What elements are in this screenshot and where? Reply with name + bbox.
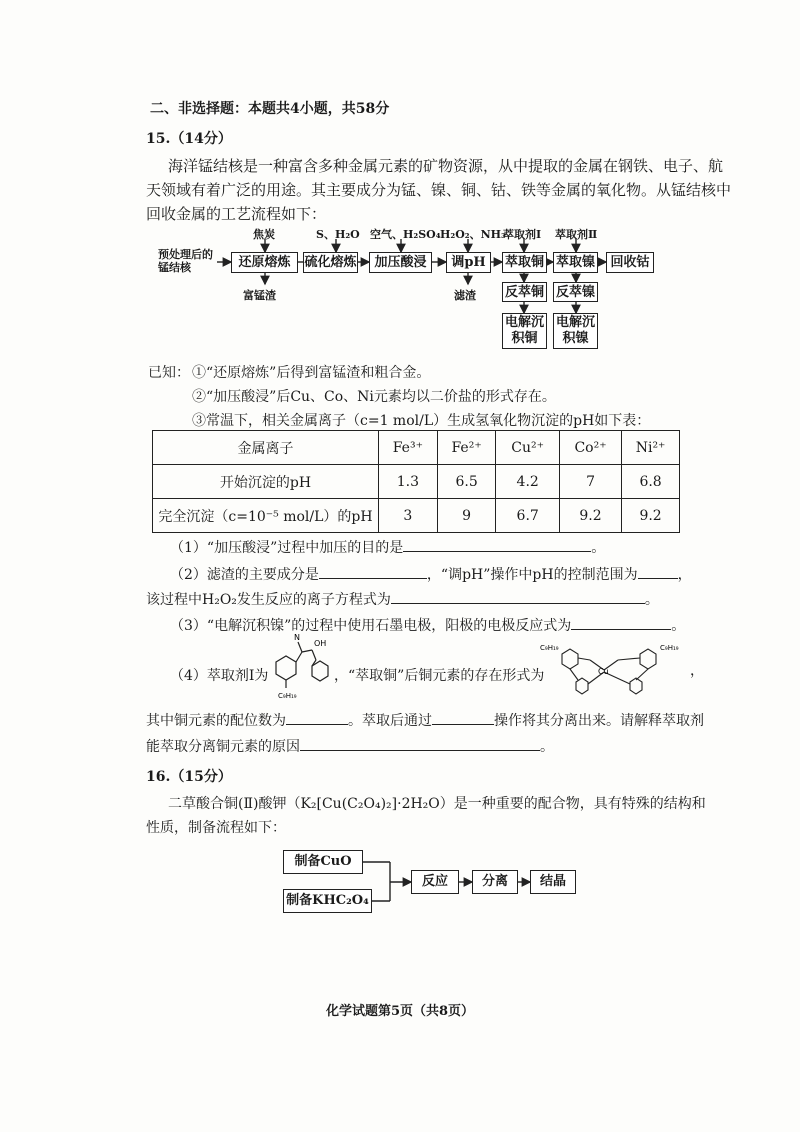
table-row xyxy=(153,465,680,499)
table-cell: 完全沉淀（c=10⁻⁵ mol/L）的pH xyxy=(153,499,379,533)
page-footer: 化学试题第5页（共8页） xyxy=(325,1004,475,1019)
table-cell: Fe²⁺ xyxy=(437,431,496,465)
table-cell: 6.5 xyxy=(437,465,496,499)
answer-blank[interactable] xyxy=(319,564,427,579)
answer-blank[interactable] xyxy=(571,615,671,630)
flow2-separation: 分离 xyxy=(472,870,518,894)
flow-input-extractant1: 萃取剂Ⅰ xyxy=(503,228,542,241)
q15-number: 15.（14分） xyxy=(146,131,232,147)
table-cell: 6.8 xyxy=(622,465,680,499)
table-cell: 开始沉淀的pH xyxy=(153,465,379,499)
subquestion-3-text: （3）“电解沉积镍”的过程中使用石墨电极，阳极的电极反应式为 xyxy=(170,618,572,634)
structure-label-alkyl: C₉H₁₉ xyxy=(278,692,297,700)
subquestion-2-text-a: （2）滤渣的主要成分是 xyxy=(170,567,319,583)
subquestion-4-text-a: （4）萃取剂Ⅰ为 xyxy=(170,668,269,684)
table-cell: 1.3 xyxy=(379,465,438,499)
subquestion-2 xyxy=(170,564,692,584)
table-cell: 9 xyxy=(437,499,496,533)
subquestion-4-text-b: ，“萃取铜”后铜元素的存在形式为 xyxy=(334,668,545,684)
subquestion-2-continued xyxy=(146,589,659,609)
flow-step-recover-cobalt: 回收钴 xyxy=(606,252,654,273)
punctuation: 。 xyxy=(540,739,554,755)
answer-blank[interactable] xyxy=(432,710,494,725)
table-cell: Fe³⁺ xyxy=(379,431,438,465)
flow-step-extract-copper: 萃取铜 xyxy=(502,252,547,273)
known-condition-1: ①“还原熔炼”后得到富锰渣和粗合金。 xyxy=(192,365,431,381)
flow-step-pressure-leach: 加压酸浸 xyxy=(369,252,432,273)
table-cell: 3 xyxy=(379,499,438,533)
flow-step-sulfurization: 硫化熔炼 xyxy=(303,252,358,273)
answer-blank[interactable] xyxy=(286,710,348,725)
flow-input-air-acid: 空气、H₂SO₄ xyxy=(370,228,441,241)
flow-input-extractant2: 萃取剂Ⅱ xyxy=(555,228,598,241)
subquestion-4-text-f: 能萃取分离铜元素的原因 xyxy=(146,739,300,755)
flow2-prepare-khc2o4: 制备KHC₂O₄ xyxy=(283,889,372,913)
q16-number: 16.（15分） xyxy=(146,769,232,785)
q16-intro-line2: 性质，制备流程如下： xyxy=(146,820,286,836)
q15-intro-line2: 天领域有着广泛的用途。其主要成分为锰、镍、铜、钴、铁等金属的氧化物。从锰结核中 xyxy=(146,181,732,199)
flow2-prepare-cuo: 制备CuO xyxy=(283,850,363,874)
table-cell: 4.2 xyxy=(496,465,559,499)
subquestion-2-text-b: ，“调pH”操作中pH的控制范围为 xyxy=(426,567,638,583)
flow-step-back-extract-copper: 反萃铜 xyxy=(502,282,547,302)
flow-step-electrodeposit-nickel: 电解沉积镍 xyxy=(553,313,598,349)
subquestion-4-continued xyxy=(146,710,704,730)
subquestion-4-final xyxy=(146,736,554,756)
flow2-reaction: 反应 xyxy=(411,870,459,894)
subquestion-3 xyxy=(170,615,685,635)
table-cell: Cu²⁺ xyxy=(496,431,559,465)
subquestion-4-text-c: 其中铜元素的配位数为 xyxy=(146,713,286,729)
table-cell: 9.2 xyxy=(622,499,680,533)
flow-step-electrodeposit-copper: 电解沉积铜 xyxy=(502,313,547,349)
q15-intro-line3: 回收金属的工艺流程如下： xyxy=(146,205,327,223)
table-cell: 7 xyxy=(559,465,621,499)
table-cell: 6.7 xyxy=(496,499,559,533)
punctuation: 。 xyxy=(671,618,686,634)
punctuation: ， xyxy=(677,567,692,583)
subquestion-1 xyxy=(170,537,605,557)
flow-input-sulfur: S、H₂O xyxy=(316,228,360,241)
table-cell: 9.2 xyxy=(559,499,621,533)
table-cell: Ni²⁺ xyxy=(622,431,680,465)
flow-step-back-extract-nickel: 反萃镍 xyxy=(553,282,598,302)
flow-step-extract-nickel: 萃取镍 xyxy=(553,252,598,273)
structure-label-n: N xyxy=(294,633,300,642)
flow-step-adjust-ph: 调pH xyxy=(446,252,491,273)
flow-input-h2o2: H₂O₂、NH₃ xyxy=(440,228,506,241)
flow-input-coke: 焦炭 xyxy=(253,228,275,241)
flow2-crystallization: 结晶 xyxy=(530,870,576,894)
copper-complex-structure-image xyxy=(540,640,690,700)
extractant-structure-image xyxy=(262,632,334,702)
known-condition-2: ②“加压酸浸”后Cu、Co、Ni元素均以二价盐的形式存在。 xyxy=(192,389,556,405)
table-cell: 金属离子 xyxy=(153,431,379,465)
table-header-row xyxy=(153,431,680,465)
q16-intro-line1: 二草酸合铜(Ⅱ)酸钾（K₂[Cu(C₂O₄)₂]·2H₂O）是一种重要的配合物，具有特殊的结构和 xyxy=(168,796,706,812)
flow-output-filter-residue: 滤渣 xyxy=(454,289,476,302)
structure-label-alkyl-left: C₉H₁₉ xyxy=(540,644,559,652)
flow-start-label: 预处理后的锰结核 xyxy=(158,248,213,274)
punctuation: 。 xyxy=(591,540,606,556)
structure-label-cu: Cu xyxy=(598,667,609,676)
structure-label-alkyl-right: C₉H₁₉ xyxy=(660,644,679,652)
table-row xyxy=(153,499,680,533)
flow-output-mn-slag: 富锰渣 xyxy=(243,289,276,302)
answer-blank[interactable] xyxy=(403,537,591,552)
answer-blank[interactable] xyxy=(638,564,678,579)
table-cell: Co²⁺ xyxy=(559,431,621,465)
flow-step-reduction-smelting: 还原熔炼 xyxy=(231,252,298,273)
punctuation: ， xyxy=(690,663,704,679)
punctuation: 。 xyxy=(644,592,659,608)
subquestion-2-text-c: 该过程中H₂O₂发生反应的离子方程式为 xyxy=(146,592,391,608)
section-header: 二、非选择题：本题共4小题，共58分 xyxy=(150,101,390,117)
known-label: 已知： xyxy=(148,365,190,381)
subquestion-4-text-e: 操作将其分离出来。请解释萃取剂 xyxy=(494,713,704,729)
subquestion-1-text: （1）“加压酸浸”过程中加压的目的是 xyxy=(170,540,404,556)
ph-table xyxy=(152,430,680,533)
structure-label-oh: OH xyxy=(314,639,327,648)
known-condition-3: ③常温下，相关金属离子（c=1 mol/L）生成氢氧化物沉淀的pH如下表： xyxy=(192,413,651,429)
answer-blank[interactable] xyxy=(300,736,540,751)
answer-blank[interactable] xyxy=(391,589,645,604)
q15-intro-line1: 海洋锰结核是一种富含多种金属元素的矿物资源，从中提取的金属在钢铁、电子、航 xyxy=(168,157,724,175)
subquestion-4-text-d: 。萃取后通过 xyxy=(348,713,432,729)
